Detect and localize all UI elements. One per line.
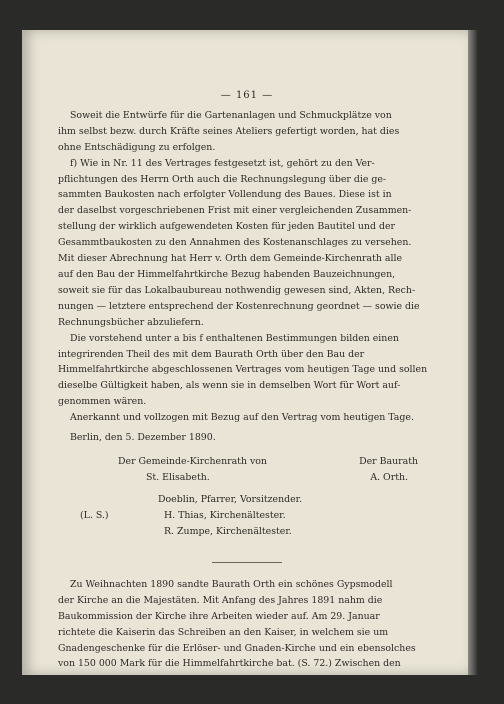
signature-right-line1: Der Baurath: [359, 455, 418, 467]
signature-row-1: [58, 454, 436, 470]
text-line: pflichtungen des Herrn Orth auch die Rechnungslegung über die ge-: [58, 173, 387, 185]
page-number: — 161 —: [220, 90, 274, 101]
text-line: Rechnungsbücher abzuliefern.: [58, 316, 204, 328]
text-line: soweit sie für das Lokalbaubureau nothwendig gewesen sind, Akten, Rech-: [58, 284, 416, 296]
paragraph-3: [58, 331, 436, 411]
text-line: Baukommission der Kirche ihre Arbeiten wieder auf. Am 29. Januar: [58, 610, 380, 622]
place-date: Berlin, den 5. Dezember 1890.: [70, 432, 216, 444]
seal-label: (L. S.): [80, 509, 109, 521]
acknowledgement-line: Anerkannt und vollzogen mit Bezug auf den Vertrag vom heutigen Tage.: [70, 412, 414, 424]
text-line: auf den Bau der Himmelfahrtkirche Bezug habenden Bauzeichnungen,: [58, 268, 396, 280]
signature-right-line2: A. Orth.: [370, 471, 408, 483]
text-line: von 150 000 Mark für die Himmelfahrtkirche bat. (S. 72.) Zwischen den: [58, 658, 401, 670]
text-line: genommen wären.: [58, 396, 147, 408]
text-line: nungen — letztere entsprechend der Kostenrechnung geordnet — sowie die: [58, 300, 420, 312]
section-divider: [212, 562, 282, 563]
signature-row-2: [58, 470, 436, 486]
text-line: Baubehörden und dem Baumeister entstanden von Neuem Meinungs-: [58, 690, 391, 702]
text-line: Die vorstehend unter a bis f enthaltenen Bestimmungen bilden einen: [70, 332, 399, 344]
text-line: der daselbst vorgeschriebenen Frist mit einer vergleichenden Zusammen-: [58, 205, 412, 217]
signature-left-line2: St. Elisabeth.: [146, 471, 210, 483]
signatory: R. Zumpe, Kirchenältester.: [164, 525, 292, 537]
text-line: Gnadengeschenke für die Erlöser- und Gnaden-Kirche und ein ebensolches: [58, 642, 416, 654]
page-content: [58, 88, 436, 704]
text-line: Soweit die Entwürfe für die Gartenanlagen und Schmuckplätze von: [70, 109, 392, 121]
text-line: integrirenden Theil des mit dem Baurath Orth über den Bau der: [58, 348, 365, 360]
paragraph-4: [58, 410, 436, 446]
signatories-block: [58, 492, 436, 540]
text-line: dieselbe Gültigkeit haben, als wenn sie in demselben Wort für Wort auf-: [58, 380, 401, 392]
paragraph-1: [58, 108, 436, 156]
text-line: f) Wie in Nr. 11 des Vertrages festgesetzt ist, gehört zu den Ver-: [70, 157, 375, 169]
paragraph-2: [58, 156, 436, 331]
text-line: ohne Entschädigung zu erfolgen.: [58, 141, 216, 153]
text-line: der Kirche an die Majestäten. Mit Anfang des Jahres 1891 nahm die: [58, 594, 383, 606]
signatory: H. Thias, Kirchenältester.: [164, 509, 286, 521]
signatory: Doeblin, Pfarrer, Vorsitzender.: [158, 493, 303, 505]
signatory-list: [158, 492, 302, 540]
text-line: stellung der wirklich aufgewendeten Kosten für jeden Bautitel und der: [58, 221, 395, 233]
signature-mark: 21: [369, 675, 380, 685]
text-line: Gesammtbaukosten zu den Annahmen des Kostenanschlages zu versehen.: [58, 237, 412, 249]
text-line: ihm selbst bezw. durch Kräfte seines Ateliers gefertigt worden, hat dies: [58, 125, 400, 137]
text-line: sammten Baukosten nach erfolgter Vollendung des Baues. Diese ist in: [58, 189, 392, 201]
text-line: richtete die Kaiserin das Schreiben an den Kaiser, in welchem sie um: [58, 626, 389, 638]
paragraph-5-continued: [58, 688, 436, 704]
text-line: Zu Weihnachten 1890 sandte Baurath Orth ein schönes Gypsmodell: [70, 578, 393, 590]
text-line: Himmelfahrtkirche abgeschlossenen Vertrages vom heutigen Tage und sollen: [58, 364, 428, 376]
signature-left-line1: Der Gemeinde-Kirchenrath von: [118, 455, 267, 467]
page-edge: [468, 30, 478, 675]
paragraph-5: [58, 577, 436, 672]
text-line: Mit dieser Abrechnung hat Herr v. Orth dem Gemeinde-Kirchenrath alle: [58, 253, 403, 265]
